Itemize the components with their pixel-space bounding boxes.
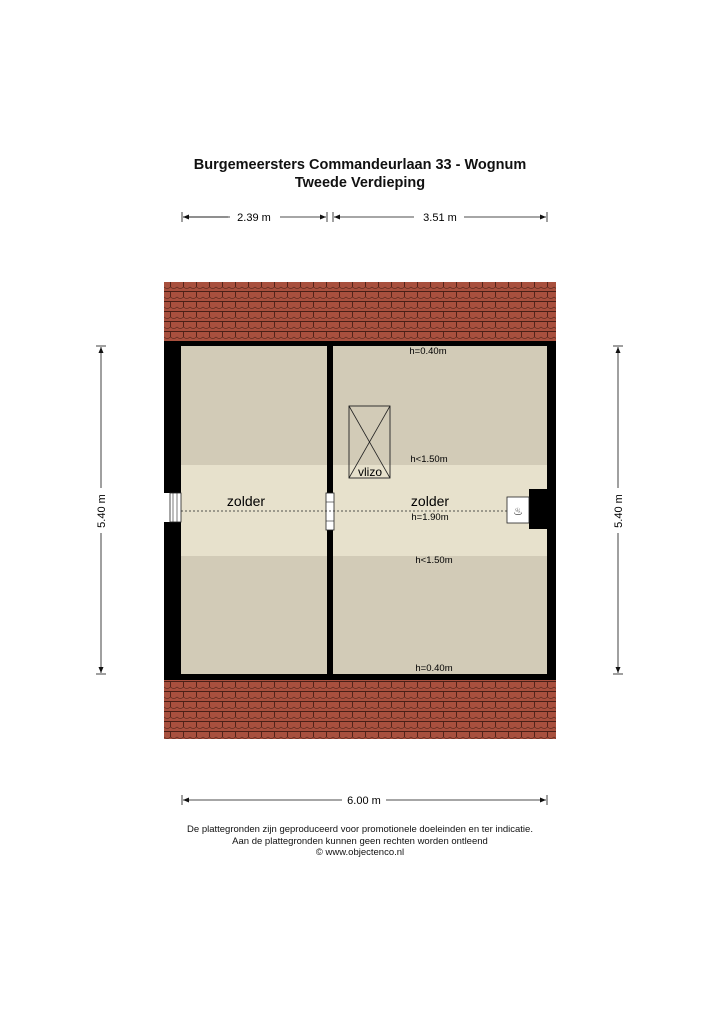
wall-left-lower <box>164 522 181 680</box>
wall-bottom <box>164 674 556 680</box>
height-lower-slope: h<1.50m <box>415 555 453 566</box>
disclaimer-line-2: Aan de plattegronden kunnen geen rechten worden ontleend <box>232 835 488 847</box>
roof-tiles-top <box>164 282 556 342</box>
height-ridge: h=1.90m <box>411 512 449 523</box>
plan-address-title: Burgemeersters Commandeurlaan 33 - Wognum <box>193 157 527 173</box>
dim-right-label: 5.40 m <box>613 494 625 528</box>
height-upper-slope: h<1.50m <box>410 454 448 465</box>
flame-icon: ♨ <box>513 506 523 518</box>
left-room-ridge-zone <box>181 465 327 556</box>
disclaimer <box>0 824 720 859</box>
dim-bottom-label: 6.00 m <box>347 795 381 807</box>
dim-top-left-label: 2.39 m <box>237 212 271 224</box>
wall-middle-lower <box>327 530 333 680</box>
left-window <box>170 493 181 522</box>
disclaimer-line-3: © www.objectenco.nl <box>315 847 405 858</box>
hatch-label: vlizo <box>357 465 383 479</box>
left-room-label: zolder <box>226 493 266 509</box>
plan-floor-title: Tweede Verdieping <box>294 175 426 191</box>
wall-left-upper <box>164 341 181 493</box>
wall-right <box>547 341 556 680</box>
roof-tiles-bottom <box>164 679 556 739</box>
height-top: h=0.40m <box>409 346 447 357</box>
wall-top <box>164 341 556 346</box>
height-bottom: h=0.40m <box>415 663 453 674</box>
middle-opening <box>326 493 334 530</box>
wall-middle-upper <box>327 341 333 493</box>
dim-left-label: 5.40 m <box>96 494 108 528</box>
right-room-label: zolder <box>410 493 450 509</box>
dim-top-right-label: 3.51 m <box>423 212 457 224</box>
disclaimer-line-1: De plattegronden zijn geproduceerd voor promotionele doeleinden en ter indicatie. <box>187 824 533 835</box>
